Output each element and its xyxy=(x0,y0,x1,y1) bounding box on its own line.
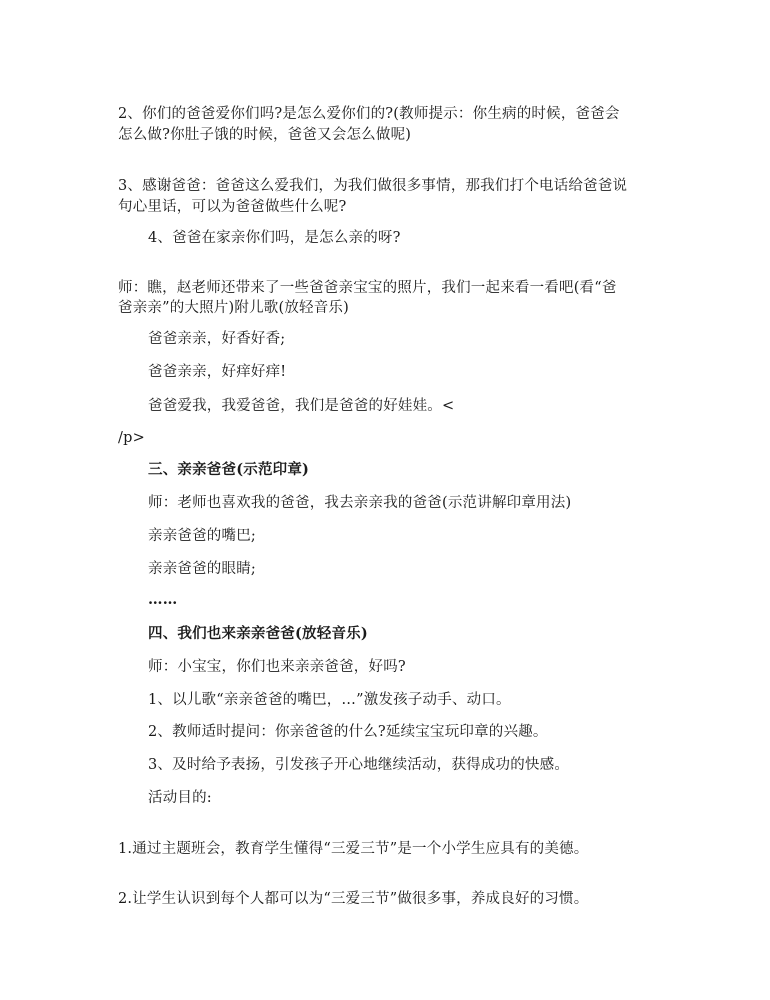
paragraph-line: 师：小宝宝，你们也来亲亲爸爸，好吗? xyxy=(148,659,406,675)
paragraph-line: 怎么做?你肚子饿的时候，爸爸又会怎么做呢) xyxy=(118,127,412,143)
paragraph-line: 亲亲爸爸的嘴巴; xyxy=(148,528,256,544)
list-item: 2.让学生认识到每个人都可以为“三爱三节”做很多事，养成良好的习惯。 xyxy=(118,891,589,907)
paragraph-line: 句心里话，可以为爸爸做些什么呢? xyxy=(118,199,347,215)
rhyme-line: 爸爸亲亲，好香好香; xyxy=(148,331,286,347)
section-heading: 四、我们也来亲亲爸爸(放轻音乐) xyxy=(148,625,368,642)
paragraph-line: /p> xyxy=(118,430,145,446)
paragraph-line: 活动目的: xyxy=(148,790,212,806)
paragraph-line: 师：老师也喜欢我的爸爸，我去亲亲我的爸爸(示范讲解印章用法) xyxy=(148,495,572,511)
paragraph-line: 2、你们的爸爸爱你们吗?是怎么爱你们的?(教师提示：你生病的时候，爸爸会 xyxy=(118,106,620,122)
rhyme-line: 爸爸亲亲，好痒好痒! xyxy=(148,364,287,380)
paragraph-line: 爸亲亲”的大照片)附儿歌(放轻音乐) xyxy=(118,300,349,316)
paragraph-line: 4、爸爸在家亲你们吗，是怎么亲的呀? xyxy=(148,230,401,246)
paragraph-line: 3、感谢爸爸：爸爸这么爱我们，为我们做很多事情，那我们打个电话给爸爸说 xyxy=(118,178,628,194)
paragraph-line: 师：瞧，赵老师还带来了一些爸爸亲宝宝的照片，我们一起来看一看吧(看“爸 xyxy=(118,280,617,296)
ellipsis-line: …… xyxy=(148,591,178,608)
list-item: 3、及时给予表扬，引发孩子开心地继续活动，获得成功的快感。 xyxy=(148,757,570,773)
list-item: 1、以儿歌“亲亲爸爸的嘴巴，…”激发孩子动手、动口。 xyxy=(148,692,511,708)
paragraph-line: 亲亲爸爸的眼睛; xyxy=(148,561,256,577)
list-item: 1.通过主题班会，教育学生懂得“三爱三节”是一个小学生应具有的美德。 xyxy=(118,841,589,857)
section-heading: 三、亲亲爸爸(示范印章) xyxy=(148,461,310,478)
rhyme-line: 爸爸爱我，我爱爸爸，我们是爸爸的好娃娃。< xyxy=(148,398,455,414)
list-item: 2、教师适时提问：你亲爸爸的什么?延续宝宝玩印章的兴趣。 xyxy=(148,724,548,740)
